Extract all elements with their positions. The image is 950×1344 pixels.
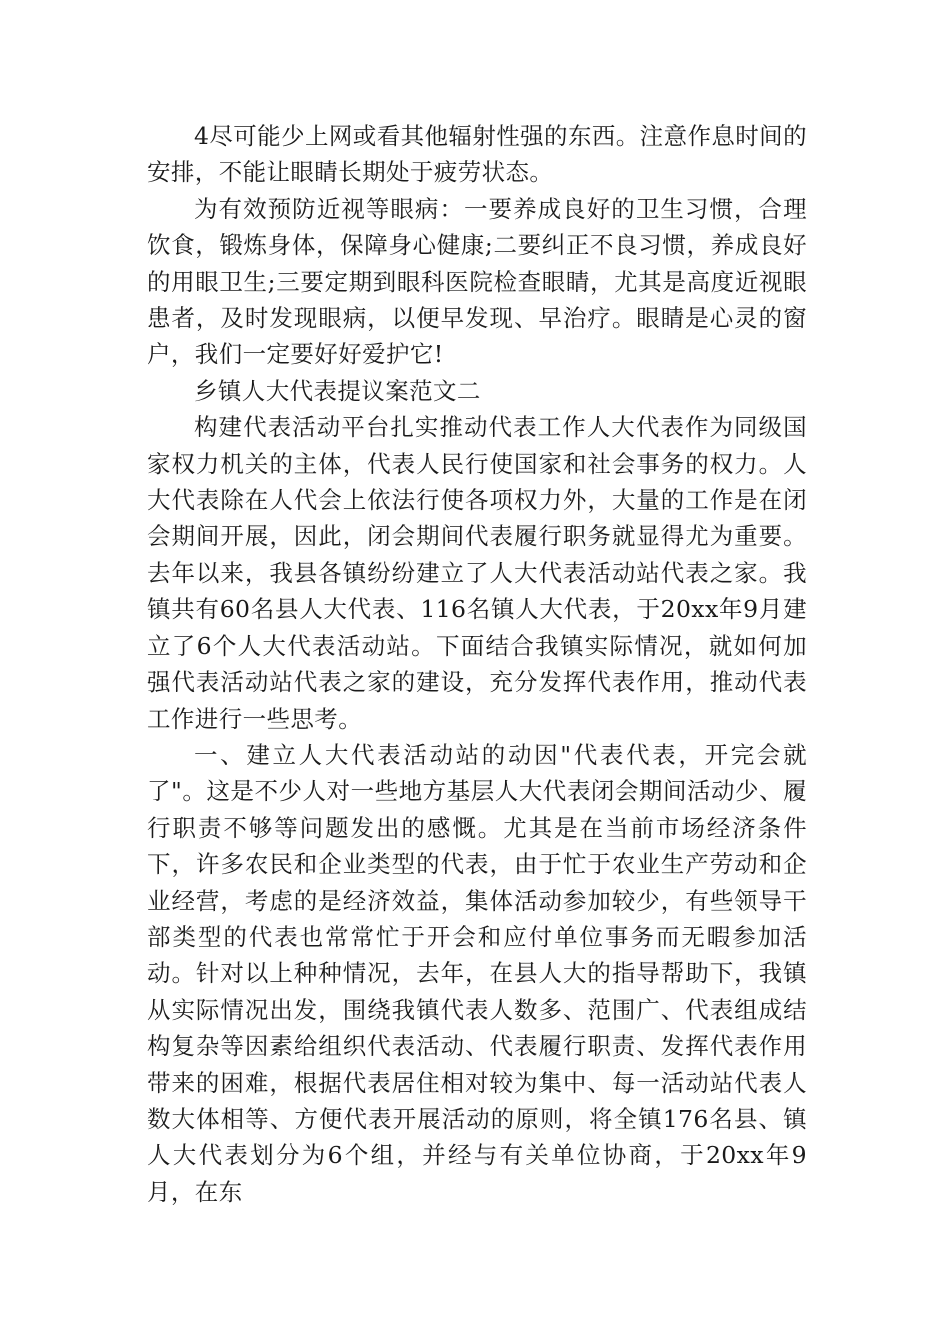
section-heading: 乡镇人大代表提议案范文二 [194,376,481,405]
document-body [147,118,807,1210]
paragraph-activity-station-motive: 一、建立人大代表活动站的动因"代表代表，开完会就了"。这是不少人对一些地方基层人大代表闭会期间活动少、履行职责不够等问题发出的感慨。尤其是在当前市场经济条件下，许多农民和企业类型的代表，由于忙于农业生产劳动和企业经营，考虑的是经济效益，集体活动参加较少，有些领导干部类型的代表也常常忙于开会和应付单位事务而无暇参加活动。针对以上种种情况，去年，在县人大的指导帮助下，我镇从实际情况出发，围绕我镇代表人数多、范围广、代表组成结构复杂等因素给组织代表活动、代表履行职责、发挥代表作用带来的困难，根据代表居住相对较为集中、每一活动站代表人数大体相等、方便代表开展活动的原则，将全镇176名县、镇人大代表划分为6个组，并经与有关单位协商，于20xx年9月，在东 [147,740,807,1206]
paragraph-eye-care-tip: 4尽可能少上网或看其他辐射性强的东西。注意作息时间的安排，不能让眼睛长期处于疲劳状态。 [147,122,807,187]
paragraph-myopia-prevention: 为有效预防近视等眼病：一要养成良好的卫生习惯，合理饮食，锻炼身体，保障身心健康;二要纠正不良习惯，养成良好的用眼卫生;三要定期到眼科医院检查眼睛，尤其是高度近视眼患者，及时发现眼病，以便早发现、早治疗。眼睛是心灵的窗户，我们一定要好好爱护它! [147,194,807,369]
paragraph-representative-platform: 构建代表活动平台扎实推动代表工作人大代表作为同级国家权力机关的主体，代表人民行使国家和社会事务的权力。人大代表除在人代会上依法行使各项权力外，大量的工作是在闭会期间开展，因此，闭会期间代表履行职务就显得尤为重要。去年以来，我县各镇纷纷建立了人大代表活动站代表之家。我镇共有60名县人大代表、116名镇人大代表，于20xx年9月建立了6个人大代表活动站。下面结合我镇实际情况，就如何加强代表活动站代表之家的建设，充分发挥代表作用，推动代表工作进行一些思考。 [147,413,807,733]
